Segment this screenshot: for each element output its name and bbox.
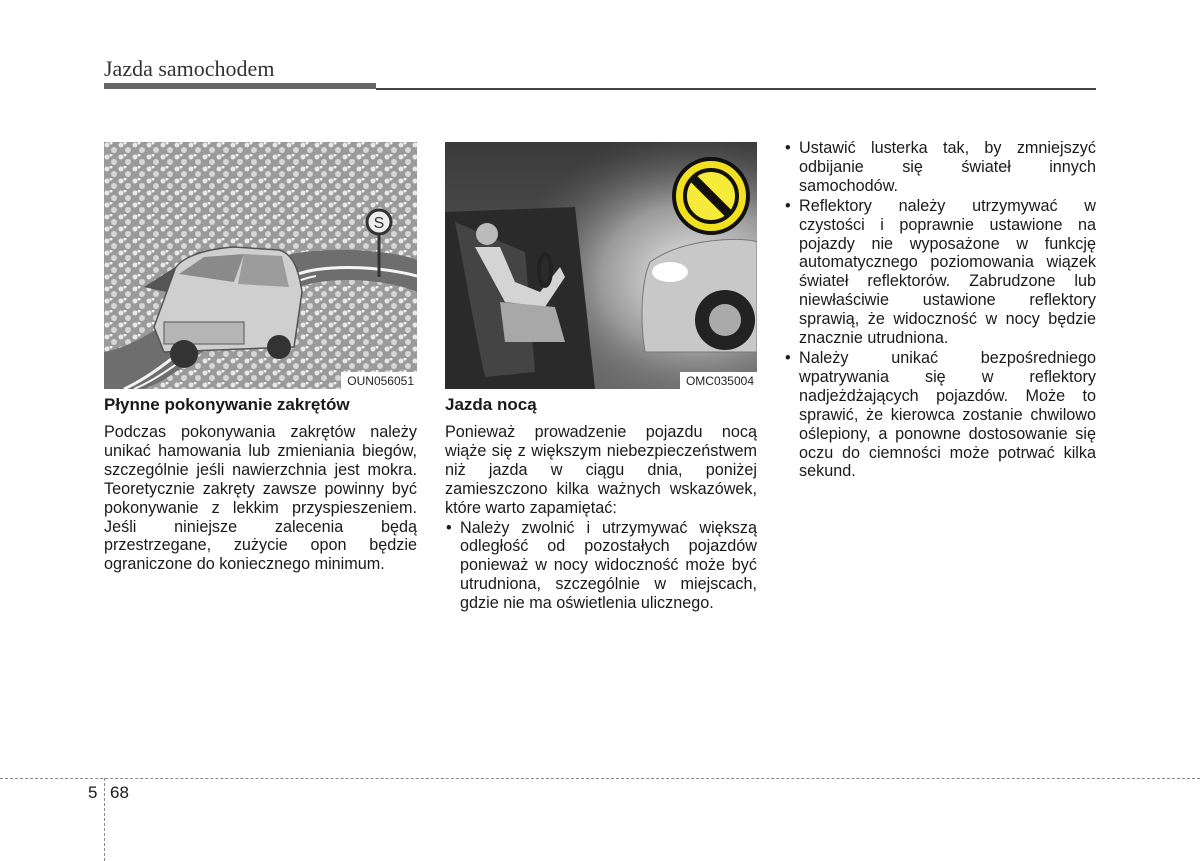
column-middle [445, 395, 757, 614]
section-heading-curves: Płynne pokonywanie zakrętów [104, 395, 350, 414]
column-right [784, 139, 1096, 482]
figure-code: OMC035004 [680, 372, 757, 389]
list-item: • Należy unikać bezpośredniego wpatrywania się w reflektory nadjeżdżających pojazdów. Może to sprawić, że kierowca zostanie chwilowo oślepiony, a ponowne dostosowanie się oczu do ciemności może potrwać kilka sekund. [784, 349, 1096, 481]
list-item: • Ustawić lusterka tak, by zmniejszyć odbijanie się świateł innych samochodów. [784, 139, 1096, 196]
bullet-list-night [445, 519, 757, 614]
paragraph-night-intro: Ponieważ prowadzenie pojazdu nocą wiąże się z większym niebezpieczeństwem niż jazda w ciągu dnia, poniżej zamieszczono kilka ważnych wskazówek, które warto zapamiętać: [445, 423, 757, 517]
svg-text:S: S [373, 215, 385, 232]
winter-curve-car-illustration [104, 142, 417, 389]
bullet-list-right [784, 139, 1096, 481]
paragraph-curves: Podczas pokonywania zakrętów należy unikać hamowania lub zmieniania biegów, szczególnie jeśli nawierzchnia jest mokra. Teoretycznie zakręty zawsze powinny być pokonywanie z lekkim przyspieszeniem. Jeśli niniejsze zalecenia będą przestrzegane, zużycie opon będzie ograniczone do koniecznego minimum. [104, 423, 417, 574]
header-rule-thick [104, 83, 376, 89]
page-number: 68 [110, 783, 129, 802]
figure-night-glare [445, 142, 757, 389]
page-chapter-number: 5 [88, 783, 98, 802]
page-header-title: Jazda samochodem [104, 56, 275, 81]
figure-winter-curve [104, 142, 417, 389]
column-left [104, 395, 417, 574]
footer-divider [0, 778, 1200, 779]
night-glare-driver-illustration [445, 142, 757, 389]
list-item: • Reflektory należy utrzymywać w czystości i poprawnie ustawione na pojazdy nie wyposażone w funkcję automatycznego poziomowania wiązek świateł reflektorów. Zabrudzone lub niewłaściwie ustawione reflektory sprawią, że widoczność w nocy będzie znacznie utrudniona. [784, 197, 1096, 348]
section-heading-night: Jazda nocą [445, 395, 537, 414]
list-item: • Należy zwolnić i utrzymywać większą odległość od pozostałych pojazdów ponieważ w nocy widoczność może być utrudniona, szczególnie w miejscach, gdzie nie ma oświetlenia ulicznego. [445, 519, 757, 614]
header-rule-thin [376, 88, 1096, 90]
footer-vertical-divider [104, 778, 105, 861]
figure-code: OUN056051 [341, 372, 417, 389]
